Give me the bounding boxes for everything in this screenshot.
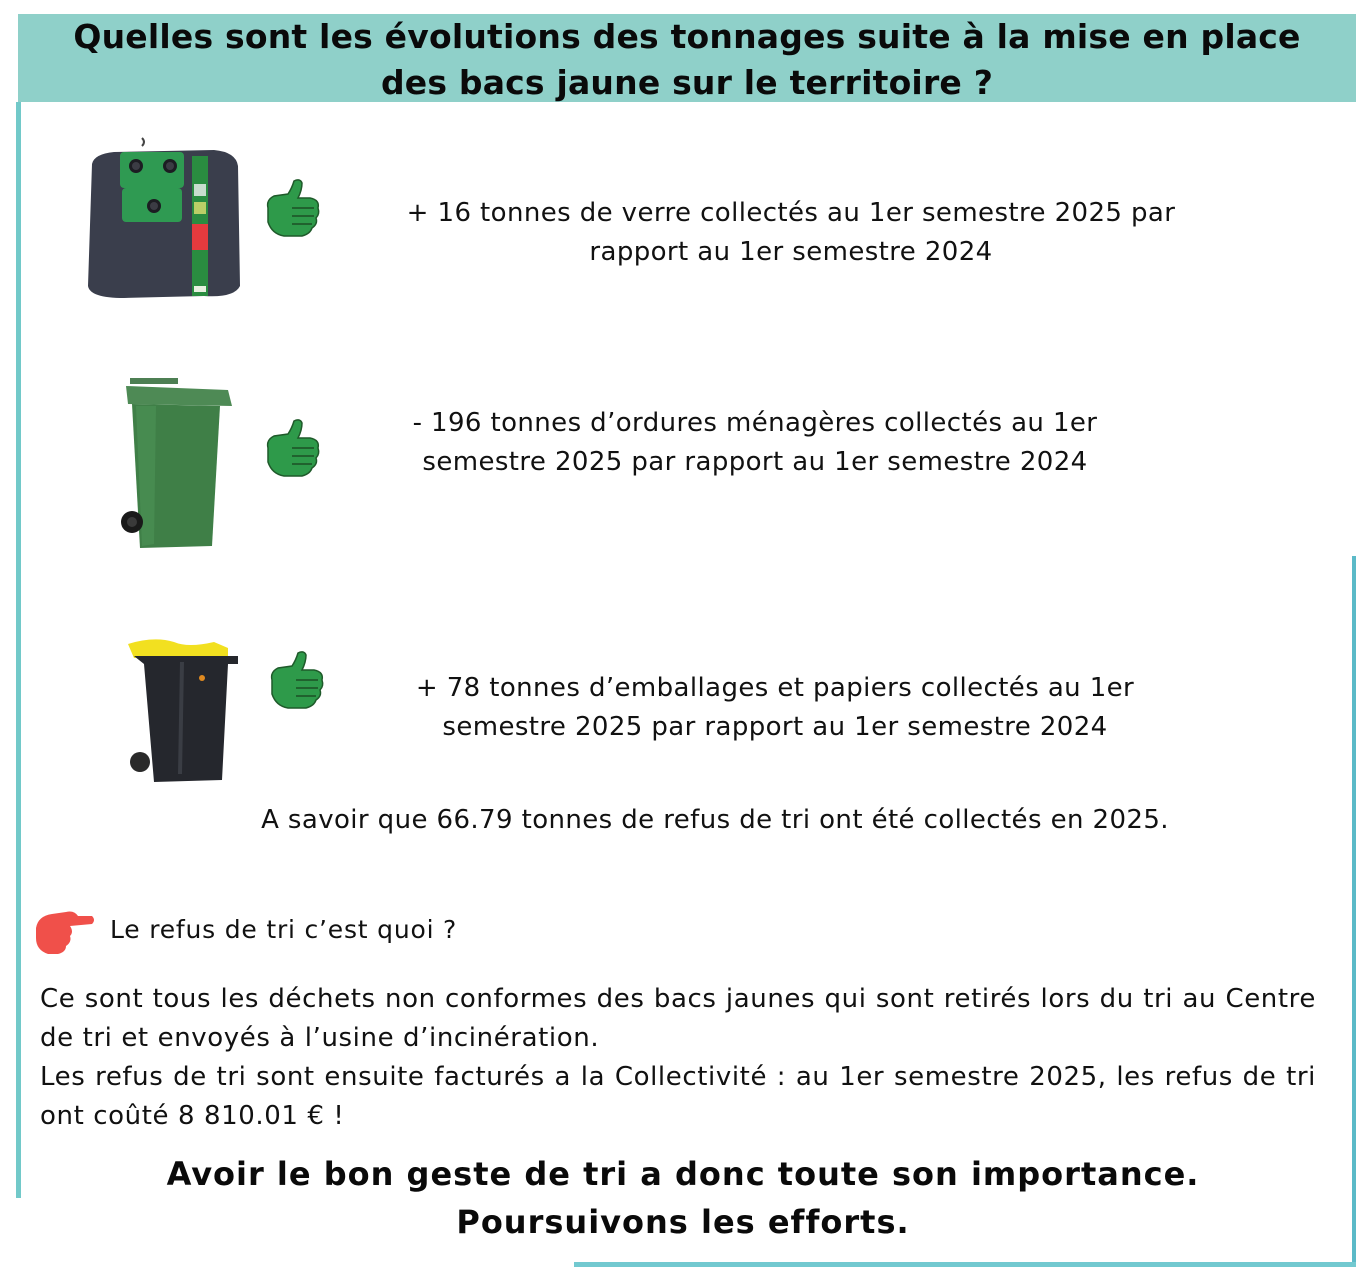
explanation-paragraph-2: Les refus de tri sont ensuite facturés a la Collectivité : au 1er semestre 2025, les refus de tri ont coûté 8 810.01 € ! <box>40 1062 1316 1131</box>
frame-border-bottom <box>574 1262 1356 1267</box>
question-heading: Le refus de tri c’est quoi ? <box>110 915 458 944</box>
explanation-text <box>40 980 1316 1136</box>
stat-text-household-waste <box>340 404 1170 482</box>
yellow-lid-bin-icon <box>124 634 242 786</box>
pointing-hand-icon <box>30 906 96 956</box>
stat-text-packaging <box>340 669 1210 747</box>
thumbs-up-icon <box>266 650 328 712</box>
glass-container-icon <box>84 136 244 301</box>
stat-line-2: semestre 2025 par rapport au 1er semestre 2024 <box>422 447 1088 477</box>
explanation-paragraph-1: Ce sont tous les déchets non conformes des bacs jaunes qui sont retirés lors du tri au Centre de tri et envoyés à l’usine d’incinération. <box>40 984 1316 1053</box>
stat-text-glass <box>330 194 1252 272</box>
green-wheelie-bin-icon <box>116 376 238 552</box>
closing-message <box>0 1150 1366 1246</box>
stat-line-1: - 196 tonnes d’ordures ménagères collectés au 1er <box>412 408 1098 438</box>
page-title-line-1: Quelles sont les évolutions des tonnages suite à la mise en place <box>73 17 1301 56</box>
frame-border-left <box>16 102 21 1198</box>
stat-line-2: semestre 2025 par rapport au 1er semestre 2024 <box>442 712 1108 742</box>
stat-line-1: + 16 tonnes de verre collectés au 1er semestre 2025 par <box>406 198 1176 228</box>
stat-line-2: rapport au 1er semestre 2024 <box>589 237 993 267</box>
sorting-refusal-note: A savoir que 66.79 tonnes de refus de tri ont été collectés en 2025. <box>261 805 1169 835</box>
page-title-line-2: des bacs jaune sur le territoire ? <box>380 63 994 102</box>
thumbs-up-icon <box>262 418 324 480</box>
closing-line-2: Poursuivons les efforts. <box>456 1203 910 1241</box>
thumbs-up-icon <box>262 178 324 240</box>
stat-line-1: + 78 tonnes d’emballages et papiers collectés au 1er <box>415 673 1135 703</box>
page-title <box>18 14 1356 106</box>
closing-line-1: Avoir le bon geste de tri a donc toute son importance. <box>166 1155 1200 1193</box>
